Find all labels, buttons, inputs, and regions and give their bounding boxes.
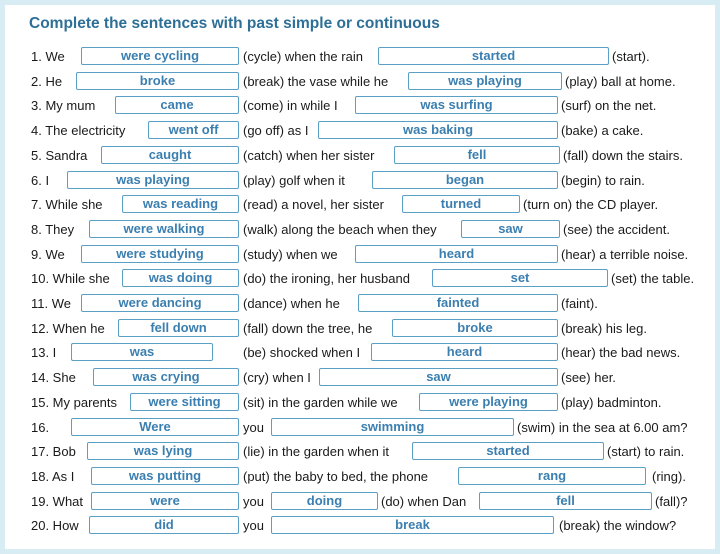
sentence-text: (start) to rain.: [607, 444, 685, 460]
sentence-text: 18. As I: [31, 468, 75, 484]
sentence-text: (put) the baby to bed, the phone: [243, 468, 429, 484]
answer-field[interactable]: rang: [458, 467, 646, 485]
answer-field[interactable]: fell down: [118, 319, 239, 337]
sentence-row: [5, 492, 720, 512]
sentence-text: 2. He: [31, 73, 63, 89]
answer-field[interactable]: were: [91, 492, 239, 510]
sentence-text: (do) when Dan: [381, 493, 467, 509]
answer-field[interactable]: Were: [71, 418, 239, 436]
sentence-row: [5, 171, 720, 191]
answer-field[interactable]: swimming: [271, 418, 514, 436]
sentence-text: 20. How: [31, 518, 79, 534]
sentence-text: 9. We: [31, 246, 65, 262]
sentence-text: (break) his leg.: [561, 320, 647, 336]
sentence-text: 13. I: [31, 345, 57, 361]
sentence-row: [5, 269, 720, 289]
sentence-text: you: [243, 518, 264, 534]
sentence-text: (play) badminton.: [561, 394, 662, 410]
answer-field[interactable]: started: [412, 442, 604, 460]
answer-field[interactable]: was crying: [93, 368, 239, 386]
sentence-text: (play) golf when it: [243, 172, 345, 188]
sentence-text: (study) when we: [243, 246, 338, 262]
sentence-row: [5, 245, 720, 265]
sentence-text: (be) shocked when I: [243, 345, 361, 361]
answer-field[interactable]: heard: [355, 245, 558, 263]
answer-field[interactable]: were studying: [81, 245, 239, 263]
sentence-row: [5, 418, 720, 438]
sentence-text: (catch) when her sister: [243, 147, 375, 163]
sentence-text: (come) in while I: [243, 98, 338, 114]
sentence-text: (set) the table.: [611, 271, 695, 287]
answer-field[interactable]: broke: [76, 72, 239, 90]
answer-field[interactable]: fell: [479, 492, 652, 510]
sentence-row: [5, 146, 720, 166]
sentence-text: (surf) on the net.: [561, 98, 657, 114]
answer-field[interactable]: fainted: [358, 294, 558, 312]
sentence-row: [5, 467, 720, 487]
sentence-text: (bake) a cake.: [561, 123, 644, 139]
sentence-text: (read) a novel, her sister: [243, 197, 384, 213]
answer-field[interactable]: caught: [101, 146, 239, 164]
answer-field[interactable]: was surfing: [355, 96, 558, 114]
sentence-text: (sit) in the garden while we: [243, 394, 398, 410]
answer-field[interactable]: were cycling: [81, 47, 239, 65]
sentence-text: 5. Sandra: [31, 147, 88, 163]
sentence-text: (dance) when he: [243, 296, 340, 311]
answer-field[interactable]: set: [432, 269, 608, 287]
sentence-row: [5, 220, 720, 240]
sentence-text: 16.: [31, 419, 50, 435]
answer-field[interactable]: was playing: [67, 171, 239, 189]
sentence-text: (do) the ironing, her husband: [243, 271, 410, 287]
answer-field[interactable]: was lying: [87, 442, 239, 460]
sentence-text: (ring).: [652, 468, 686, 484]
sentence-text: you: [243, 493, 264, 509]
sentence-text: (start).: [612, 49, 650, 64]
sentence-text: 10. While she: [31, 271, 110, 287]
sentence-text: (faint).: [561, 296, 598, 311]
sentence-text: 19. What: [31, 493, 84, 509]
sentence-text: 12. When he: [31, 320, 105, 336]
answer-field[interactable]: was baking: [318, 121, 558, 139]
sentence-text: 3. My mum: [31, 98, 96, 114]
sentence-row: [5, 121, 720, 141]
sentence-text: (fall)?: [655, 493, 688, 509]
answer-field[interactable]: was reading: [122, 195, 239, 213]
sentence-text: (hear) the bad news.: [561, 345, 681, 361]
sentence-text: (break) the window?: [559, 518, 677, 534]
sentence-row: [5, 47, 720, 67]
answer-field[interactable]: heard: [371, 343, 558, 361]
answer-field[interactable]: were dancing: [81, 294, 239, 312]
sentence-text: 14. She: [31, 370, 76, 386]
answer-field[interactable]: broke: [392, 319, 558, 337]
answer-field[interactable]: fell: [394, 146, 560, 164]
answer-field[interactable]: was: [71, 343, 213, 361]
sentence-text: (hear) a terrible noise.: [561, 246, 689, 262]
sentence-text: (turn on) the CD player.: [523, 197, 659, 213]
answer-field[interactable]: turned: [402, 195, 520, 213]
sentence-text: (swim) in the sea at 6.00 am?: [517, 419, 688, 435]
answer-field[interactable]: was doing: [122, 269, 239, 287]
sentence-row: [5, 319, 720, 339]
sentence-text: (play) ball at home.: [565, 73, 676, 89]
sentence-row: [5, 368, 720, 388]
sentence-text: 6. I: [31, 172, 50, 188]
answer-field[interactable]: were walking: [89, 220, 239, 238]
answer-field[interactable]: saw: [319, 368, 558, 386]
answer-field[interactable]: saw: [461, 220, 560, 238]
answer-field[interactable]: did: [89, 516, 239, 534]
worksheet-title: Complete the sentences with past simple or continuous: [29, 15, 440, 32]
sentence-text: (go off) as I: [243, 123, 309, 139]
sentence-row: [5, 516, 720, 536]
answer-field[interactable]: went off: [148, 121, 239, 139]
sentence-text: you: [243, 419, 264, 435]
sentence-row: [5, 72, 720, 92]
sentence-row: [5, 343, 720, 363]
sentence-text: 17. Bob: [31, 444, 76, 460]
answer-field[interactable]: break: [271, 516, 554, 534]
sentence-text: 4. The electricity: [31, 123, 126, 139]
answer-field[interactable]: were sitting: [130, 393, 239, 411]
sentence-text: (see) the accident.: [563, 221, 670, 237]
answer-field[interactable]: was playing: [408, 72, 562, 90]
sentence-text: (cry) when I: [243, 370, 311, 386]
sentence-text: (fall) down the tree, he: [243, 320, 373, 336]
answer-field[interactable]: was putting: [91, 467, 239, 485]
sentence-text: (see) her.: [561, 370, 616, 386]
answer-field[interactable]: began: [372, 171, 558, 189]
sentence-row: [5, 442, 720, 462]
answer-field[interactable]: started: [378, 47, 609, 65]
sentence-text: (fall) down the stairs.: [563, 147, 683, 163]
answer-field[interactable]: were playing: [419, 393, 558, 411]
sentence-text: (walk) along the beach when they: [243, 221, 437, 237]
sentence-text: (begin) to rain.: [561, 172, 645, 188]
sentence-text: 11. We: [31, 296, 71, 311]
sentence-row: [5, 393, 720, 413]
sentence-text: (break) the vase while he: [243, 73, 389, 89]
sentence-row: [5, 96, 720, 116]
answer-field[interactable]: doing: [271, 492, 378, 510]
sentence-row: [5, 294, 720, 314]
sentence-text: 7. While she: [31, 197, 103, 213]
sentence-text: 8. They: [31, 221, 75, 237]
sentence-text: (cycle) when the rain: [243, 49, 363, 64]
sentence-text: 1. We: [31, 49, 65, 64]
sentence-text: 15. My parents: [31, 394, 117, 410]
answer-field[interactable]: came: [115, 96, 239, 114]
sentence-text: (lie) in the garden when it: [243, 444, 389, 460]
sentence-row: [5, 195, 720, 215]
